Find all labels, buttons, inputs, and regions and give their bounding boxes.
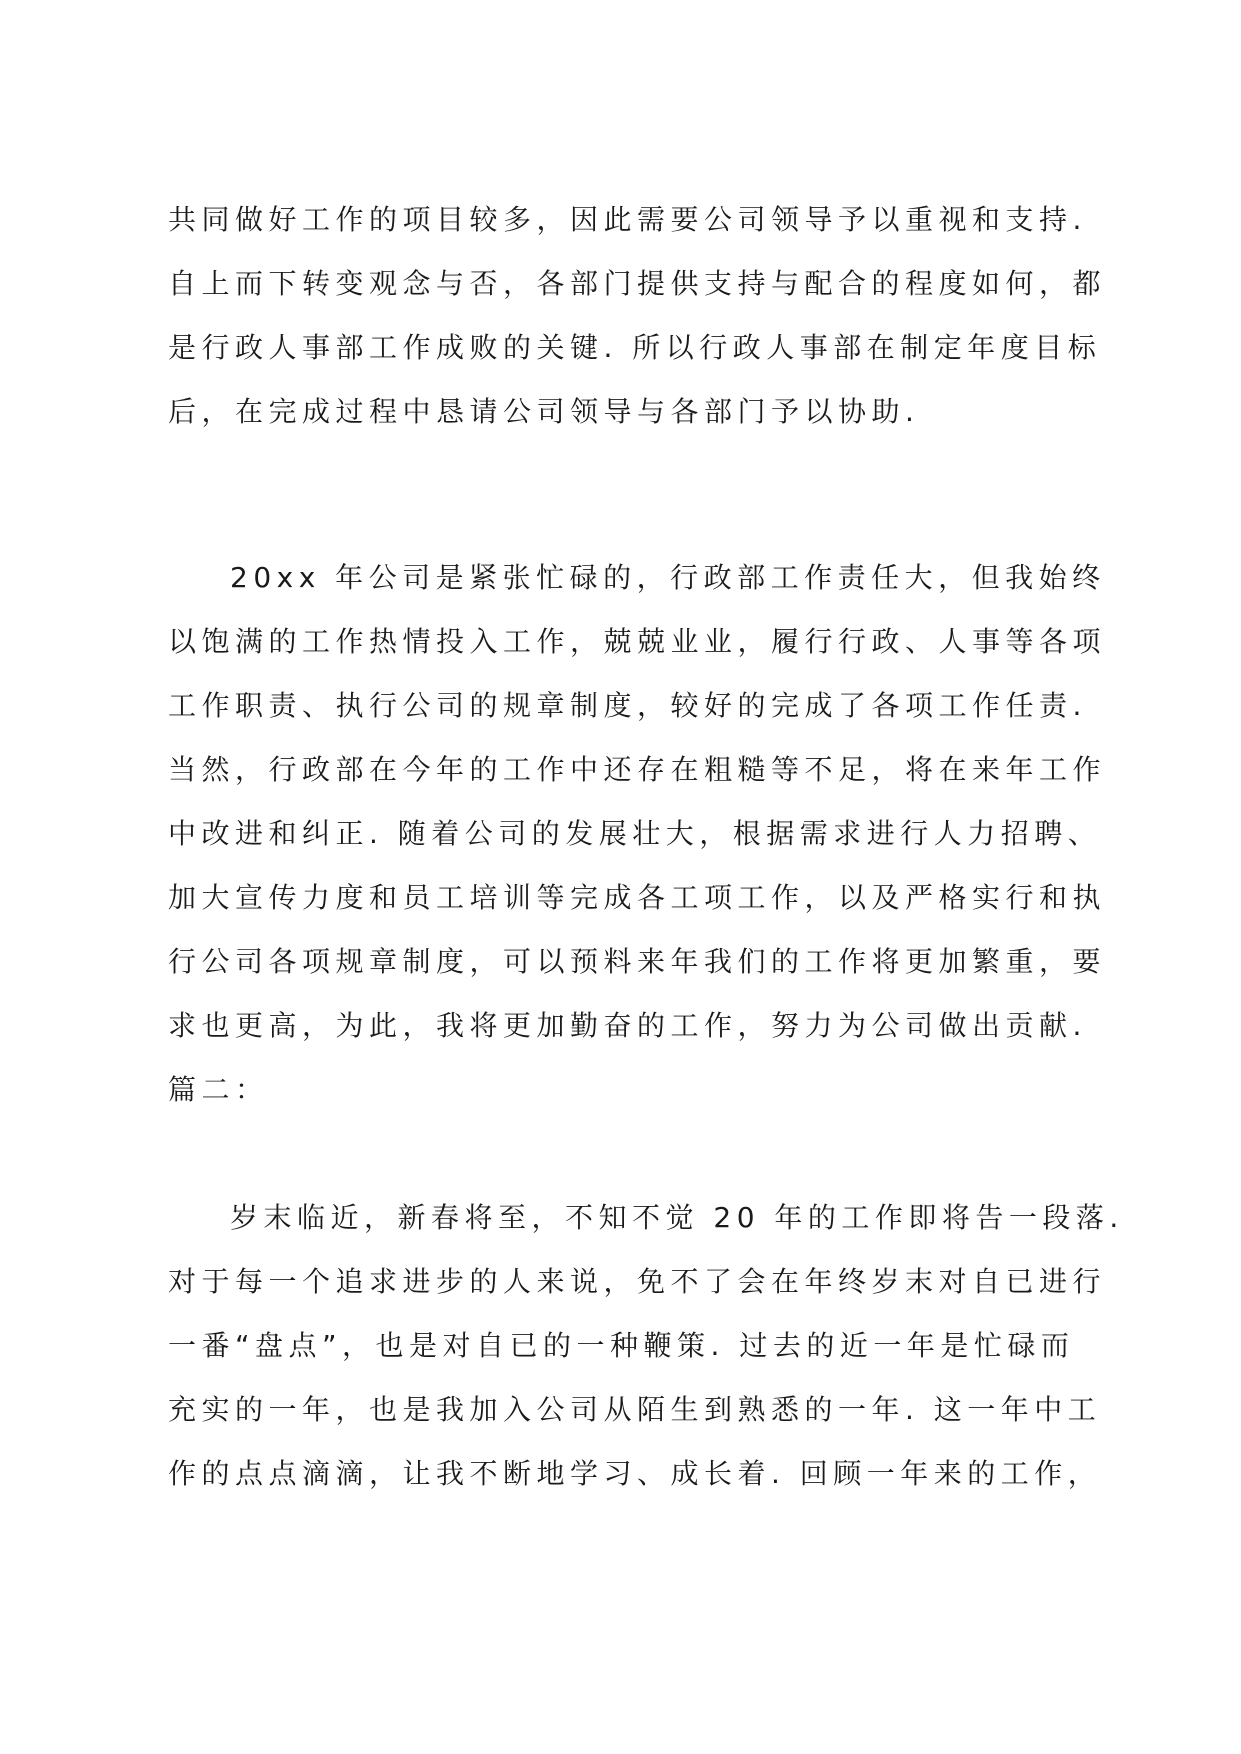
paragraph-1-line: 是行政人事部工作成败的关键. 所以行政人事部在制定年度目标 xyxy=(168,331,1102,364)
paragraph-2-line: 求也更高，为此，我将更加勤奋的工作，努力为公司做出贡献. xyxy=(168,1009,1087,1042)
section-heading: 篇二： xyxy=(168,1073,269,1106)
paragraph-3-line: 对于每一个追求进步的人来说，免不了会在年终岁末对自已进行 xyxy=(168,1265,1107,1298)
paragraph-1-line: 后，在完成过程中恳请公司领导与各部门予以协助. xyxy=(168,395,920,428)
paragraph-2-line: 加大宣传力度和员工培训等完成各工项工作，以及严格实行和执 xyxy=(168,881,1107,914)
paragraph-2-line: 工作职责、执行公司的规章制度，较好的完成了各项工作任责. xyxy=(168,689,1087,722)
paragraph-1-line: 自上而下转变观念与否，各部门提供支持与配合的程度如何，都 xyxy=(168,267,1107,300)
paragraph-3 xyxy=(168,1186,1124,1506)
paragraph-2-line: 以饱满的工作热情投入工作，兢兢业业，履行行政、人事等各项 xyxy=(168,625,1107,658)
paragraph-2-line: 中改进和纠正. 随着公司的发展壮大，根据需求进行人力招聘、 xyxy=(168,817,1102,850)
paragraph-2-line: 行公司各项规章制度，可以预料来年我们的工作将更加繁重，要 xyxy=(168,945,1107,978)
paragraph-2-line: 20xx 年公司是紧张忙碌的，行政部工作责任大，但我始终 xyxy=(230,561,1106,594)
paragraph-3-line: 一番“盘点”，也是对自已的一种鞭策. 过去的近一年是忙碌而 xyxy=(168,1329,1075,1362)
paragraph-2 xyxy=(168,546,1107,1122)
paragraph-2-line: 当然，行政部在今年的工作中还存在粗糙等不足，将在来年工作 xyxy=(168,753,1107,786)
paragraph-1-line: 共同做好工作的项目较多，因此需要公司领导予以重视和支持. xyxy=(168,203,1087,236)
paragraph-3-line: 作的点点滴滴，让我不断地学习、成长着. 回顾一年来的工作， xyxy=(168,1457,1102,1490)
paragraph-3-line: 岁末临近，新春将至，不知不觉 20 年的工作即将告一段落. xyxy=(230,1201,1124,1234)
paragraph-1 xyxy=(168,188,1107,444)
paragraph-3-line: 充实的一年，也是我加入公司从陌生到熟悉的一年. 这一年中工 xyxy=(168,1393,1102,1426)
